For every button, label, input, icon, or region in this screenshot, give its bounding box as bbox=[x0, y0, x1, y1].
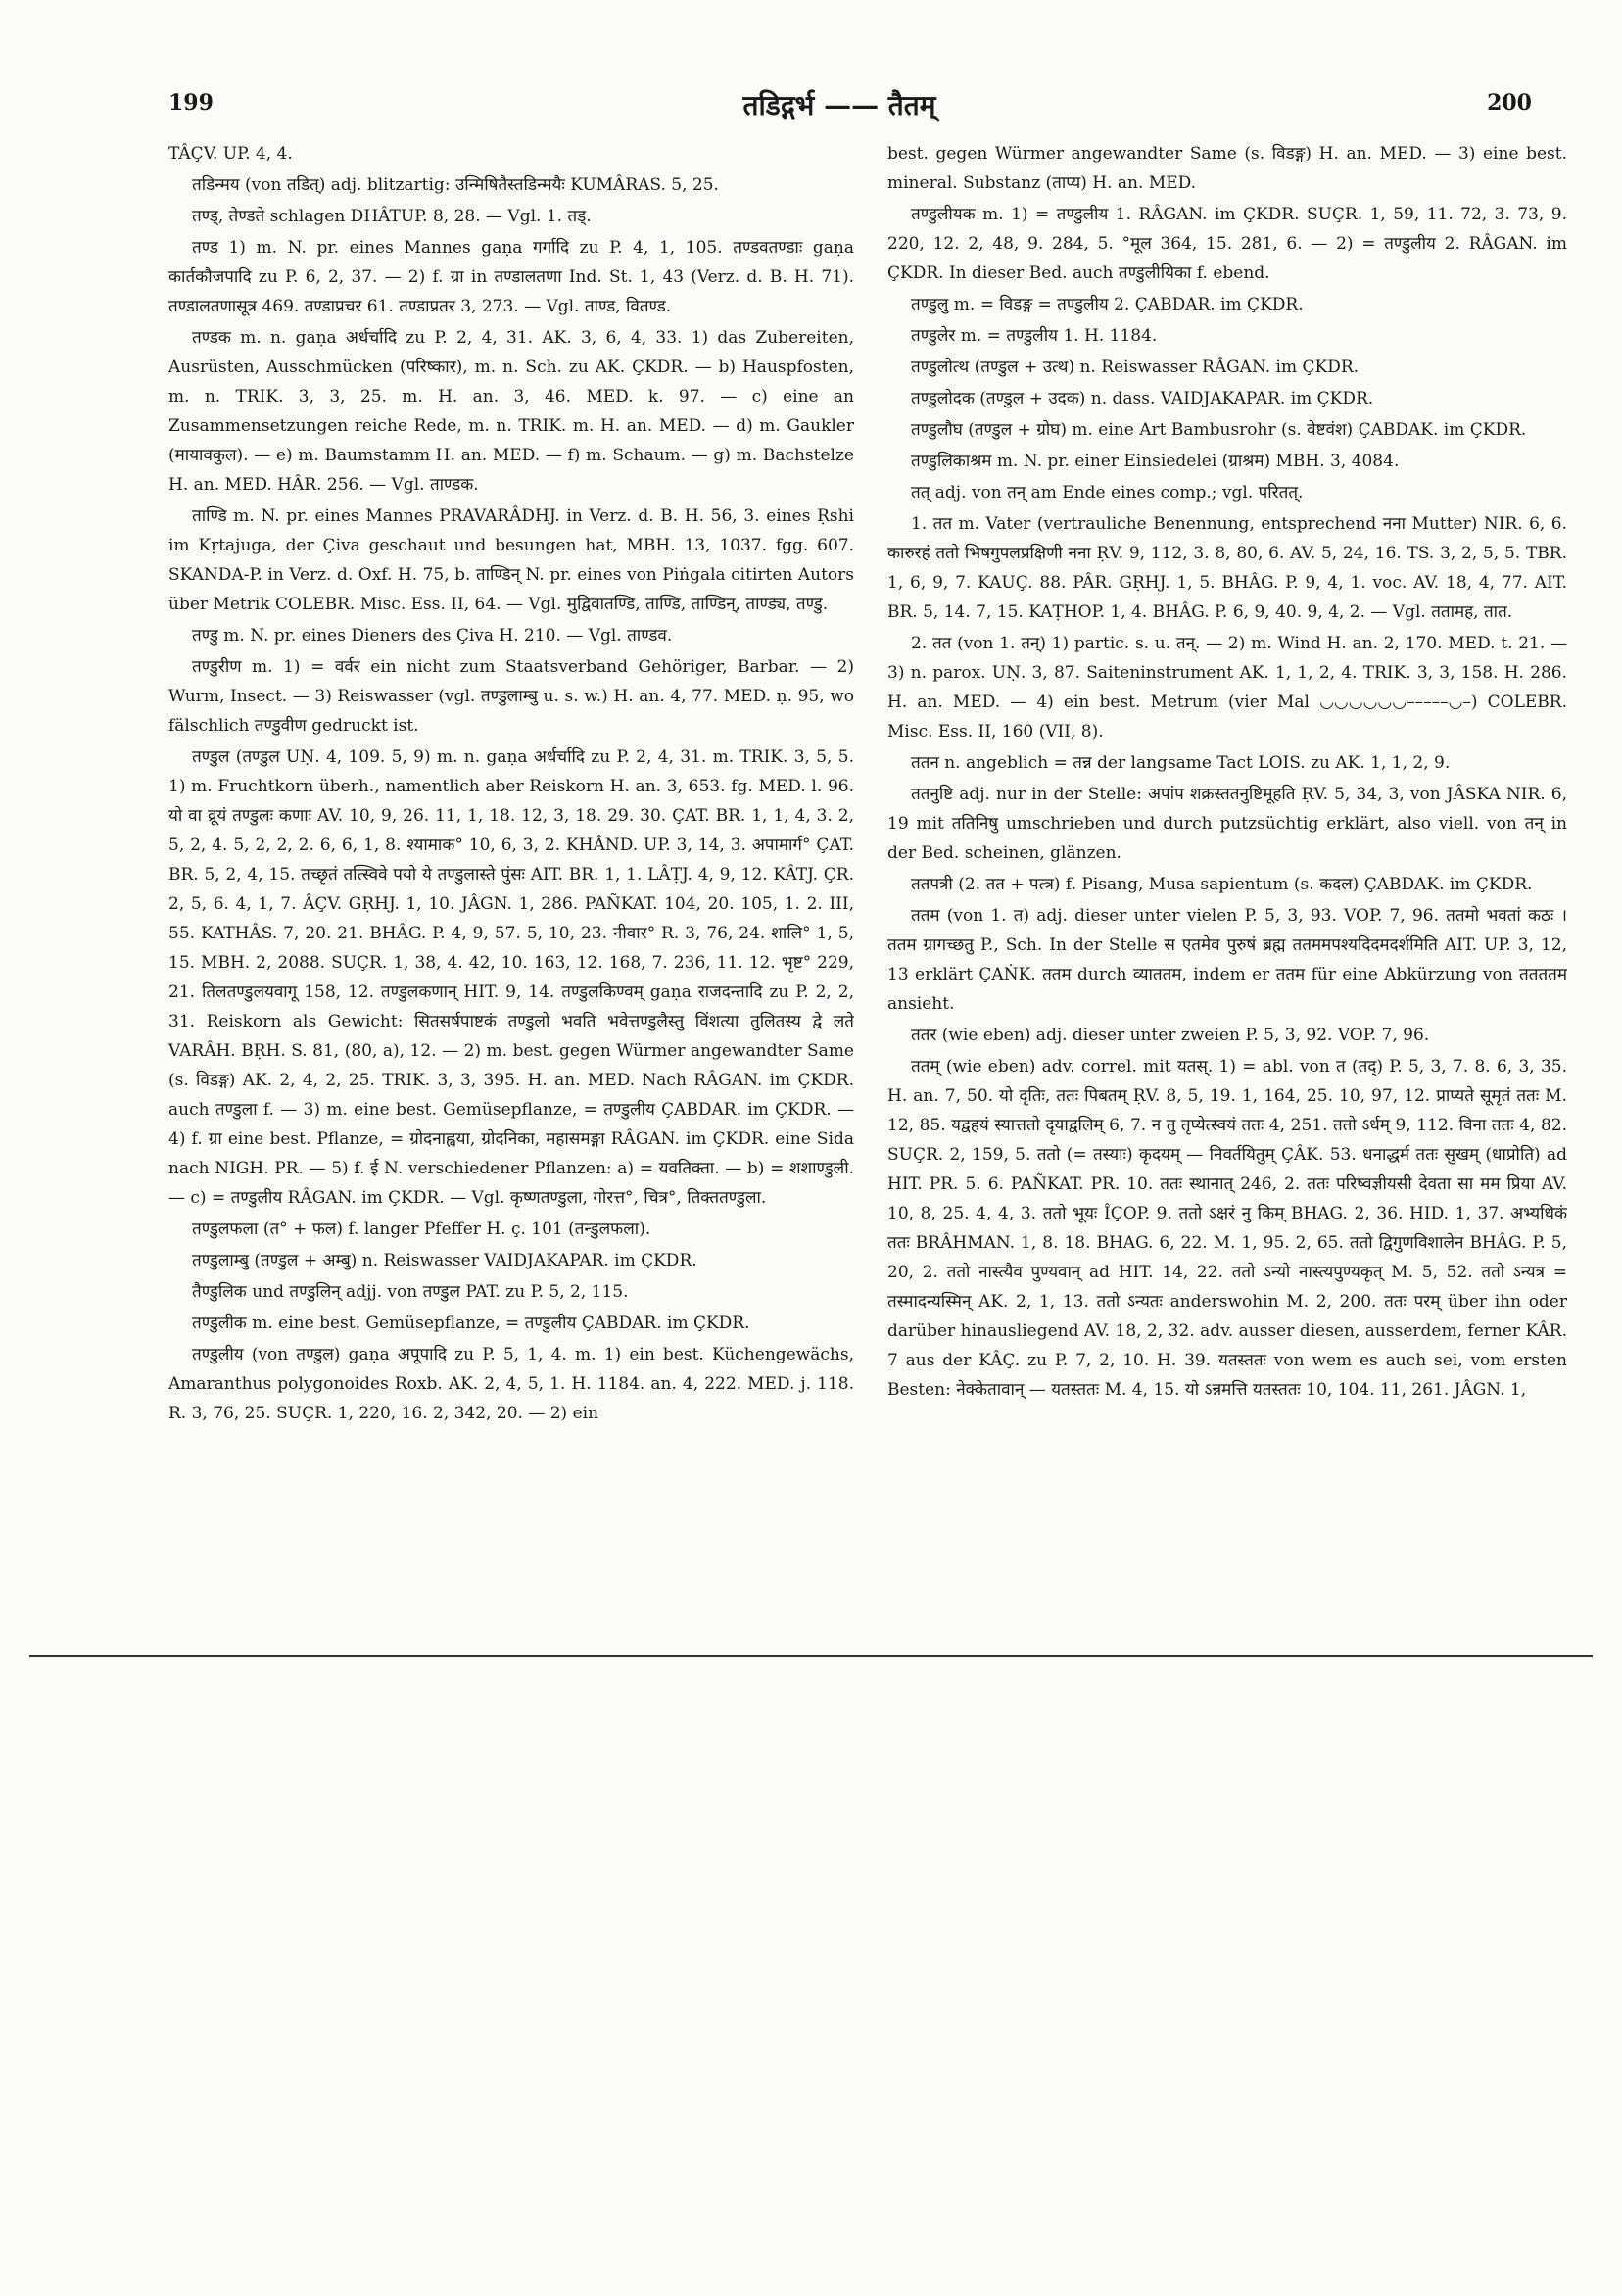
entry: 2. तत (von 1. तन्) 1) partic. s. u. तन्. — 2) m. Wind H. an. 2, 170. MED. t. 21. — 3) n. parox. UṆ. 3, 87. Saiteninstrument AK. 1, 1, 2, 4. TRIK. 3, 3, 158. H. 286. H. an. MED. — 4) ein best. Metrum (vier Mal ◡◡◡◡◡◡–––––◡–) COLEBR. Misc. Ess. II, 160 (VII, 8). bbox=[887, 634, 1567, 741]
entry: ततम (von 1. त) adj. dieser unter vielen P. 5, 3, 93. VOP. 7, 96. ततमो भवतां कठः । ततम ग्रागच्छतु P., Sch. In der Stelle स एतमेव पुरुषं ब्रह्म ततममपश्यदिदमदर्शमिति AIT. UP. 3, 12, 13 erklärt ÇAṄK. ततम durch व्याततम, indem er ततम für eine Abkürzung von ततततम ansieht. bbox=[887, 906, 1567, 1014]
left-column bbox=[168, 139, 854, 1648]
entry: तण्डुरीण m. 1) = वर्वर ein nicht zum Staatsverband Gehöriger, Barbar. — 2) Wurm, Insect. — 3) Reiswasser (vgl. तण्डुलाम्बु u. s. w.) H. an. 4, 77. MED. ṇ. 95, wo fälschlich तण्डुवीण gedruckt ist. bbox=[168, 657, 854, 736]
entry: TÂÇV. UP. 4, 4. bbox=[168, 144, 293, 164]
entry: तण्डुलफला (त° + फल) f. langer Pfeffer H. ç. 101 (तन्डुलफला). bbox=[192, 1220, 651, 1239]
entry: तण्डु m. N. pr. eines Dieners des Çiva H. 210. — Vgl. ताण्डव. bbox=[192, 626, 673, 646]
entry: तण्डुलीक m. eine best. Gemüsepflanze, = तण्डुलीय ÇABDAR. im ÇKDR. bbox=[192, 1314, 750, 1333]
entry: तण्डुलीय (von तण्डुल) gaṇa अपूपादि zu P. 5, 1, 4. m. 1) ein best. Küchengewächs, Amaranthus polygonoides Roxb. AK. 2, 4, 5, 1. H. 1184. an. 4, 222. MED. j. 118. R. 3, 76, 25. SUÇR. 1, 220, 16. 2, 342, 20. — 2) ein bbox=[168, 1345, 854, 1423]
entry: तण्डुलेर m. = तण्डुलीय 1. H. 1184. bbox=[911, 326, 1158, 346]
entry: ततर (wie eben) adj. dieser unter zweien P. 5, 3, 92. VOP. 7, 96. bbox=[911, 1026, 1430, 1045]
entry: 1. तत m. Vater (vertrauliche Benennung, entsprechend नना Mutter) NIR. 6, 6. कारुरहं ततो भिषगुपलप्रक्षिणी नना ṚV. 9, 112, 3. 8, 80, 6. AV. 5, 24, 16. TS. 3, 2, 5, 5. TBR. 1, 6, 9, 7. KAUÇ. 88. PÂR. GṚHJ. 1, 5. BHÂG. P. 9, 4, 1. voc. AV. 18, 4, 77. AIT. BR. 5, 14. 7, 15. KAṬHOP. 1, 4. BHÂG. P. 6, 9, 40. 9, 4, 2. — Vgl. ततामह, तात. bbox=[887, 514, 1567, 622]
page-number-left: 199 bbox=[168, 90, 214, 116]
entry: तण्ड 1) m. N. pr. eines Mannes gaṇa गर्गादि zu P. 4, 1, 105. तण्डवतण्डाः gaṇa कार्तकौजपादि zu P. 6, 2, 37. — 2) f. ग्रा in तण्डालतणा Ind. St. 1, 43 (Verz. d. B. H. 71). तण्डालतणासूत्र 469. तण्डाप्रचर 61. तण्डाप्रतर 3, 273. — Vgl. ताण्ड, वितण्ड. bbox=[168, 238, 854, 316]
entry: तण्डुलु m. = विडङ्ग = तण्डुलीय 2. ÇABDAR. im ÇKDR. bbox=[911, 295, 1304, 314]
page-number-right: 200 bbox=[1487, 90, 1532, 116]
running-head: तडिद्गर्भ —— तैतम् bbox=[742, 89, 936, 121]
entry: तत् adj. von तन् am Ende eines comp.; vgl. परितत्. bbox=[911, 483, 1304, 502]
entry: ततपत्री (2. तत + पत्त्र) f. Pisang, Musa sapientum (s. कदल) ÇABDAK. im ÇKDR. bbox=[911, 875, 1533, 894]
entry: ततनुष्टि adj. nur in der Stelle: अपांप शक्रस्ततनुष्टिमूहति ṚV. 5, 34, 3, von JÂSKA NIR. 6, 19 mit ततिनिषु umschrieben und durch putzsüchtig erklärt, also viell. von तन् in der Bed. scheinen, glänzen. bbox=[887, 785, 1567, 863]
entry: best. gegen Würmer angewandter Same (s. विडङ्ग) H. an. MED. — 3) eine best. mineral. Substanz (ताप्य) H. an. MED. bbox=[887, 144, 1567, 193]
entry: तण्डक m. n. gaṇa अर्धर्चादि zu P. 2, 4, 31. AK. 3, 6, 4, 33. 1) das Zubereiten, Ausrüsten, Ausschmücken (परिष्कार), m. n. Sch. zu AK. ÇKDR. — b) Hauspfosten, m. n. TRIK. 3, 3, 25. m. H. an. 3, 46. MED. k. 97. — c) eine an Zusammensetzungen reiche Rede, m. n. TRIK. m. H. an. MED. — d) m. Gaukler (मायावकुल). — e) m. Baumstamm H. an. MED. — f) m. Schaum. — g) m. Bachstelze H. an. MED. HÂR. 256. — Vgl. ताण्डक. bbox=[168, 328, 854, 495]
page-header bbox=[147, 82, 1532, 131]
entry: तण्डुलोत्थ (तण्डुल + उत्थ) n. Reiswasser RÂGAN. im ÇKDR. bbox=[911, 358, 1360, 377]
entry: तडिन्मय (von तडित्) adj. blitzartig: उन्मिषितैस्तडिन्मयैः KUMÂRAS. 5, 25. bbox=[192, 175, 719, 195]
entry: तण्डुलौघ (तण्डुल + ग्रोघ) m. eine Art Bambusrohr (s. वेष्टवंश) ÇABDAK. im ÇKDR. bbox=[911, 420, 1527, 440]
entry: तण्डुलिकाश्रम m. N. pr. einer Einsiedelei (ग्राश्रम) MBH. 3, 4084. bbox=[911, 452, 1400, 471]
bottom-rule bbox=[29, 1655, 1593, 1657]
right-column bbox=[887, 139, 1567, 1648]
entry: ततम् (wie eben) adv. correl. mit यतस्. 1) = abl. von त (तद्) P. 5, 3, 7. 8. 6, 3, 35. H. an. 7, 50. यो दृतिः, ततः पिबतम् ṚV. 8, 5, 19. 1, 164, 25. 10, 97, 12. प्राप्यते सूमृतं ततः M. 12, 85. यद्वहयं स्यात्ततो दृयाद्वलिम् 6, 7. न तु तृप्येत्स्वयं ततः 4, 251. ततो ऽर्धम् 9, 112. विना ततः 4, 82. SUÇR. 2, 159, 5. ततो (= तस्याः) कृदयम् — निवर्तयितुम् ÇÂK. 53. धनाद्धर्म ततः सुखम् (धाप्रोति) ad HIT. PR. 5. 6. PAÑKAT. PR. 10. ततः स्थानात् 246, 2. ततः परिष्वज्ञीयसी देवता सा मम प्रिया AV. 10, 8, 25. 4, 4, 3. ततो भूयः ÎÇOP. 9. ततो ऽक्षरं नु किम् BHAG. 2, 36. HID. 1, 37. अभ्यधिकं ततः BRÂHMAN. 1, 8. 18. BHAG. 6, 22. M. 1, 95. 2, 65. ततो द्विगुणविशालेन BHÂG. P. 5, 20, 2. ततो नास्त्यैव पुण्यवान् ad HIT. 14, 22. ततो ऽन्यो नास्त्यपुण्यकृत् M. 5, 52. ततो ऽन्यत्र = तस्मादन्यस्मिन् AK. 2, 1, 13. ततो ऽन्यतः anderswohin M. 2, 200. ततः परम् über ihn oder darüber hinausliegend AV. 18, 2, 32. adv. ausser diesen, ausserdem, ferner KÂR. 7 aus der KÂÇ. zu P. 7, 2, 10. H. 39. यतस्ततः von wem es auch sei, vom ersten Besten: नेक्केतावान् — यतस्ततः M. 4, 15. यो ऽन्नमत्ति यतस्ततः 10, 104. 11, 261. JÂGN. 1, bbox=[887, 1057, 1567, 1400]
entry: तण्ड्, तेण्डते schlagen DHÂTUP. 8, 28. — Vgl. 1. तड्. bbox=[192, 207, 592, 226]
entry: ताण्डि m. N. pr. eines Mannes PRAVARÂDHJ. in Verz. d. B. H. 56, 3. eines Ṛshi im Kṛtajuga, der Çiva geschaut und besungen hat, MBH. 13, 1037. fgg. 607. SKANDA-P. in Verz. d. Oxf. H. 75, b. ताण्डिन् N. pr. eines von Piṅgala citirten Autors über Metrik COLEBR. Misc. Ess. II, 64. — Vgl. मुद्विवातण्डि, ताण्डि, ताण्डिन्, ताण्ड्य, तण्डु. bbox=[168, 506, 854, 614]
entry: तण्डुलोदक (तण्डुल + उदक) n. dass. VAIDJAKAPAR. im ÇKDR. bbox=[911, 389, 1374, 408]
entry: तण्डुलाम्बु (तण्डुल + अम्बु) n. Reiswasser VAIDJAKAPAR. im ÇKDR. bbox=[192, 1251, 697, 1270]
entry: ततन n. angeblich = तन्न der langsame Tact LOIS. zu AK. 1, 1, 2, 9. bbox=[911, 753, 1451, 773]
entry: तण्डुल (तण्डुल UṆ. 4, 109. 5, 9) m. n. gaṇa अर्धर्चादि zu P. 2, 4, 31. m. TRIK. 3, 5, 5. 1) m. Fruchtkorn überh., namentlich aber Reiskorn H. an. 3, 653. fg. MED. l. 96. यो वा व्रूयं तण्डुलः कणाः AV. 10, 9, 26. 11, 1, 18. 12, 3, 18. 29. 30. ÇAT. BR. 1, 1, 4, 3. 2, 5, 2, 4. 5, 2, 2, 2. 6, 6, 1, 8. श्यामाक° 10, 6, 3, 2. KHÂND. UP. 3, 14, 3. अपामार्ग° ÇAT. BR. 5, 2, 4, 15. तच्छृतं तत्स्विवे पयो ये तण्डुलास्ते पुंसः AIT. BR. 1, 1. LÂṬJ. 4, 9, 12. KÂTJ. ÇR. 2, 5, 6. 4, 1, 7. ÂÇV. GṚHJ. 1, 10. JÂGN. 1, 286. PAÑKAT. 104, 20. 105, 1. 2. III, 55. KATHÂS. 7, 20. 21. BHÂG. P. 4, 9, 57. 5, 10, 23. नीवार° R. 3, 76, 24. शालि° 1, 5, 15. MBH. 2, 2088. SUÇR. 1, 38, 4. 42, 10. 163, 12. 168, 7. 236, 11. 12. भृष्ट° 229, 21. तिलतण्डुलयवागू 158, 12. तण्डुलकणान् HIT. 9, 14. तण्डुलकिण्वम् gaṇa राजदन्तादि zu P. 2, 2, 31. Reiskorn als Gewicht: सितसर्षपाष्टकं तण्डुलो भवति भवेत्तण्डुलैस्तु विंशत्या तुलितस्य द्वे लते VARÂH. BṚH. S. 81, (80, a), 12. — 2) m. best. gegen Würmer angewandter Same (s. विडङ्ग) AK. 2, 4, 2, 25. TRIK. 3, 3, 395. H. an. MED. Nach RÂGAN. im ÇKDR. auch तण्डुला f. — 3) m. eine best. Gemüsepflanze, = तण्डुलीय ÇABDAR. im ÇKDR. — 4) f. ग्रा eine best. Pflanze, = ग्रोदनाह्वया, ग्रोदनिका, महासमङ्गा RÂGAN. im ÇKDR. eine Sida nach NIGH. PR. — 5) f. ई N. verschiedener Pflanzen: a) = यवतिक्ता. — b) = शशाण्डुली. — c) = तण्डुलीय RÂGAN. im ÇKDR. — Vgl. कृष्णतण्डुला, गोरत्त°, चित्र°, तिक्ततण्डुला. bbox=[168, 747, 854, 1208]
entry: तण्डुलीयक m. 1) = तण्डुलीय 1. RÂGAN. im ÇKDR. SUÇR. 1, 59, 11. 72, 3. 73, 9. 220, 12. 2, 48, 9. 284, 5. °मूल 364, 15. 281, 6. — 2) = तण्डुलीय 2. RÂGAN. im ÇKDR. In dieser Bed. auch तण्डुलीयिका f. ebend. bbox=[887, 205, 1567, 283]
entry: तैण्डुलिक und तण्डुलिन् adjj. von तण्डुल PAT. zu P. 5, 2, 115. bbox=[192, 1282, 629, 1302]
